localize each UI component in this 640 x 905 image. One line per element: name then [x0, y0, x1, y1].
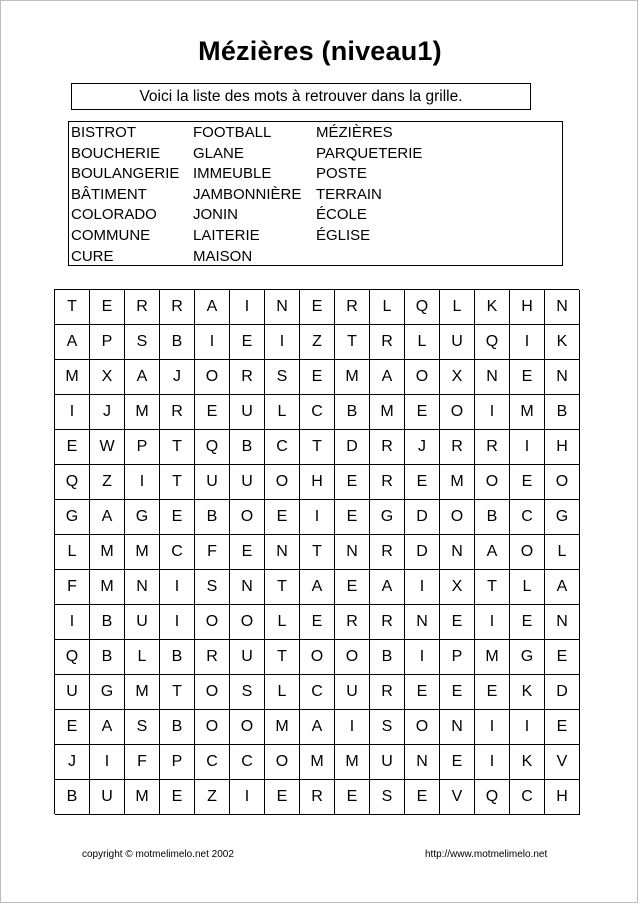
grid-cell[interactable]: N	[545, 605, 580, 640]
grid-cell[interactable]: N	[475, 360, 510, 395]
word-item: PARQUETERIE	[316, 144, 423, 162]
grid-cell[interactable]: A	[370, 360, 405, 395]
grid-cell[interactable]: T	[55, 290, 90, 325]
grid-cell[interactable]: A	[55, 325, 90, 360]
grid-cell[interactable]: M	[90, 570, 125, 605]
grid-cell[interactable]: O	[440, 500, 475, 535]
grid-cell[interactable]: I	[125, 465, 160, 500]
grid-cell[interactable]: O	[265, 465, 300, 500]
grid-cell[interactable]: E	[475, 675, 510, 710]
grid-cell[interactable]: O	[405, 710, 440, 745]
grid-cell[interactable]: C	[160, 535, 195, 570]
grid-cell[interactable]: I	[405, 570, 440, 605]
grid-cell[interactable]: K	[510, 675, 545, 710]
grid-cell[interactable]: V	[545, 745, 580, 780]
grid-cell[interactable]: W	[90, 430, 125, 465]
grid-cell[interactable]: I	[475, 710, 510, 745]
grid-cell[interactable]: N	[440, 710, 475, 745]
grid-cell[interactable]: E	[405, 780, 440, 815]
grid-cell[interactable]: U	[230, 465, 265, 500]
grid-cell[interactable]: R	[370, 605, 405, 640]
grid-cell[interactable]: N	[405, 745, 440, 780]
grid-cell[interactable]: G	[125, 500, 160, 535]
grid-cell[interactable]: I	[160, 605, 195, 640]
grid-cell[interactable]: H	[545, 780, 580, 815]
grid-cell[interactable]: X	[440, 570, 475, 605]
grid-cell[interactable]: U	[55, 675, 90, 710]
grid-cell[interactable]: N	[405, 605, 440, 640]
grid-cell[interactable]: D	[545, 675, 580, 710]
grid-cell[interactable]: L	[265, 605, 300, 640]
grid-cell[interactable]: M	[335, 360, 370, 395]
grid-cell[interactable]: B	[90, 605, 125, 640]
grid-cell[interactable]: I	[300, 500, 335, 535]
grid-cell[interactable]: S	[370, 780, 405, 815]
grid-cell[interactable]: L	[440, 290, 475, 325]
grid-cell[interactable]: J	[160, 360, 195, 395]
grid-cell[interactable]: Z	[300, 325, 335, 360]
grid-cell[interactable]: B	[545, 395, 580, 430]
grid-cell[interactable]: O	[195, 360, 230, 395]
grid-cell[interactable]: R	[370, 535, 405, 570]
grid-cell[interactable]: J	[90, 395, 125, 430]
grid-cell[interactable]: I	[195, 325, 230, 360]
grid-cell[interactable]: M	[125, 675, 160, 710]
grid-cell[interactable]: P	[440, 640, 475, 675]
grid-cell[interactable]: E	[440, 605, 475, 640]
grid-cell[interactable]: S	[195, 570, 230, 605]
word-item: COLORADO	[71, 206, 157, 224]
grid-cell[interactable]: M	[265, 710, 300, 745]
grid-cell[interactable]: A	[545, 570, 580, 605]
grid-cell[interactable]: L	[265, 675, 300, 710]
grid-cell[interactable]: E	[230, 325, 265, 360]
grid-cell[interactable]: O	[545, 465, 580, 500]
grid-cell[interactable]: E	[300, 605, 335, 640]
grid-cell[interactable]: I	[90, 745, 125, 780]
grid-cell[interactable]: B	[230, 430, 265, 465]
grid-cell[interactable]: I	[55, 395, 90, 430]
grid-cell[interactable]: B	[335, 395, 370, 430]
grid-cell[interactable]: Z	[195, 780, 230, 815]
grid-cell[interactable]: B	[90, 640, 125, 675]
grid-cell[interactable]: G	[510, 640, 545, 675]
grid-cell[interactable]: U	[90, 780, 125, 815]
grid-cell[interactable]: L	[405, 325, 440, 360]
grid-cell[interactable]: F	[125, 745, 160, 780]
grid-cell[interactable]: I	[510, 430, 545, 465]
grid-cell[interactable]: T	[265, 640, 300, 675]
grid-cell[interactable]: I	[160, 570, 195, 605]
grid-cell[interactable]: E	[230, 535, 265, 570]
site-url: http://www.motmelimelo.net	[425, 849, 548, 860]
grid-cell[interactable]: E	[510, 605, 545, 640]
copyright-text: copyright © motmelimelo.net 2002	[82, 849, 234, 860]
grid-cell[interactable]: M	[440, 465, 475, 500]
grid-cell[interactable]: U	[440, 325, 475, 360]
grid-cell[interactable]: E	[90, 290, 125, 325]
grid-cell[interactable]: T	[160, 465, 195, 500]
grid-cell[interactable]: N	[265, 535, 300, 570]
word-item: TERRAIN	[316, 185, 382, 203]
grid-cell[interactable]: G	[545, 500, 580, 535]
grid-cell[interactable]: L	[510, 570, 545, 605]
grid-cell[interactable]: S	[370, 710, 405, 745]
word-item: IMMEUBLE	[193, 165, 272, 183]
grid-cell[interactable]: B	[195, 500, 230, 535]
word-column-2	[193, 123, 301, 267]
grid-cell[interactable]: C	[195, 745, 230, 780]
grid-cell[interactable]: R	[475, 430, 510, 465]
grid-cell[interactable]: E	[265, 500, 300, 535]
grid-cell[interactable]: T	[160, 430, 195, 465]
grid-cell[interactable]: G	[90, 675, 125, 710]
grid-cell[interactable]: X	[440, 360, 475, 395]
page-title: Mézières (niveau1)	[198, 36, 442, 66]
grid-cell[interactable]: I	[475, 745, 510, 780]
grid-cell[interactable]: R	[160, 290, 195, 325]
grid-cell[interactable]: O	[405, 360, 440, 395]
grid-cell[interactable]: E	[510, 465, 545, 500]
grid-cell[interactable]: M	[125, 780, 160, 815]
grid-cell[interactable]: Q	[195, 430, 230, 465]
grid-cell[interactable]: E	[440, 745, 475, 780]
grid-cell[interactable]: E	[55, 430, 90, 465]
grid-cell[interactable]: I	[230, 780, 265, 815]
grid-cell[interactable]: N	[440, 535, 475, 570]
grid-cell[interactable]: E	[160, 780, 195, 815]
grid-cell[interactable]: B	[55, 780, 90, 815]
grid-cell[interactable]: E	[160, 500, 195, 535]
word-item: FOOTBALL	[193, 124, 272, 141]
grid-cell[interactable]: P	[160, 745, 195, 780]
grid-cell[interactable]: V	[440, 780, 475, 815]
grid-cell[interactable]: M	[370, 395, 405, 430]
grid-cell[interactable]: T	[300, 535, 335, 570]
grid-cell[interactable]: M	[475, 640, 510, 675]
grid-cell[interactable]: U	[125, 605, 160, 640]
grid-cell[interactable]: E	[405, 465, 440, 500]
grid-cell[interactable]: M	[510, 395, 545, 430]
grid-cell[interactable]: S	[230, 675, 265, 710]
grid-cell[interactable]: B	[475, 500, 510, 535]
grid-cell[interactable]: U	[195, 465, 230, 500]
word-column-3	[316, 123, 422, 247]
grid-cell[interactable]: E	[335, 465, 370, 500]
grid-cell[interactable]: R	[160, 395, 195, 430]
grid-cell[interactable]: U	[335, 675, 370, 710]
grid-cell[interactable]: H	[545, 430, 580, 465]
grid-cell[interactable]: M	[90, 535, 125, 570]
grid-cell[interactable]: G	[55, 500, 90, 535]
grid-cell[interactable]: N	[125, 570, 160, 605]
grid-cell[interactable]: L	[265, 395, 300, 430]
instruction-box: Voici la liste des mots à retrouver dans la grille.	[71, 83, 531, 110]
word-item: CURE	[71, 247, 114, 265]
word-item: GLANE	[193, 144, 244, 162]
grid-cell[interactable]: O	[265, 745, 300, 780]
grid-cell[interactable]: R	[440, 430, 475, 465]
grid-cell[interactable]: M	[125, 535, 160, 570]
grid-cell[interactable]: S	[265, 360, 300, 395]
word-item: JONIN	[193, 206, 238, 224]
word-list-box	[68, 121, 563, 266]
grid-cell[interactable]: R	[195, 640, 230, 675]
grid-cell[interactable]: B	[160, 710, 195, 745]
grid-cell[interactable]: N	[335, 535, 370, 570]
grid-cell[interactable]: Q	[475, 780, 510, 815]
letter-grid	[54, 289, 579, 814]
grid-cell[interactable]: A	[300, 570, 335, 605]
grid-cell[interactable]: T	[265, 570, 300, 605]
grid-cell[interactable]: J	[405, 430, 440, 465]
grid-cell[interactable]: T	[335, 325, 370, 360]
grid-cell[interactable]: M	[55, 360, 90, 395]
grid-cell[interactable]: L	[125, 640, 160, 675]
grid-cell[interactable]: O	[440, 395, 475, 430]
grid-cell[interactable]: E	[510, 360, 545, 395]
grid-cell[interactable]: K	[510, 745, 545, 780]
grid-cell[interactable]: M	[300, 745, 335, 780]
grid-cell[interactable]: P	[90, 325, 125, 360]
grid-cell[interactable]: O	[195, 675, 230, 710]
grid-cell[interactable]: A	[195, 290, 230, 325]
word-item: LAITERIE	[193, 226, 260, 244]
grid-cell[interactable]: D	[405, 500, 440, 535]
grid-cell[interactable]: D	[335, 430, 370, 465]
word-item: JAMBONNIÈRE	[193, 185, 302, 203]
grid-cell[interactable]: B	[370, 640, 405, 675]
grid-cell[interactable]: C	[265, 430, 300, 465]
grid-cell[interactable]: O	[230, 710, 265, 745]
grid-cell[interactable]: F	[55, 570, 90, 605]
grid-cell[interactable]: T	[300, 430, 335, 465]
grid-cell[interactable]: G	[370, 500, 405, 535]
word-item: MÉZIÈRES	[316, 124, 393, 141]
grid-cell[interactable]: A	[370, 570, 405, 605]
word-item: ÉCOLE	[316, 206, 367, 224]
grid-cell[interactable]: O	[230, 605, 265, 640]
grid-cell[interactable]: I	[55, 605, 90, 640]
grid-cell[interactable]: R	[370, 675, 405, 710]
grid-cell[interactable]: R	[370, 430, 405, 465]
grid-cell[interactable]: J	[55, 745, 90, 780]
grid-cell[interactable]: E	[440, 675, 475, 710]
grid-cell[interactable]: B	[160, 325, 195, 360]
grid-cell[interactable]: Z	[90, 465, 125, 500]
word-item: BOULANGERIE	[71, 165, 180, 183]
grid-cell[interactable]: U	[230, 395, 265, 430]
grid-cell[interactable]: N	[230, 570, 265, 605]
grid-cell[interactable]: R	[335, 605, 370, 640]
grid-cell[interactable]: O	[475, 465, 510, 500]
grid-cell[interactable]: E	[195, 395, 230, 430]
grid-cell[interactable]: E	[405, 395, 440, 430]
grid-cell[interactable]: T	[475, 570, 510, 605]
grid-cell[interactable]: O	[335, 640, 370, 675]
grid-cell[interactable]: M	[125, 395, 160, 430]
grid-cell[interactable]: C	[510, 780, 545, 815]
grid-cell[interactable]: B	[160, 640, 195, 675]
grid-cell[interactable]: N	[545, 360, 580, 395]
grid-cell[interactable]: C	[230, 745, 265, 780]
grid-cell[interactable]: I	[475, 605, 510, 640]
grid-cell[interactable]: A	[90, 710, 125, 745]
grid-cell[interactable]: I	[475, 395, 510, 430]
grid-cell[interactable]: R	[300, 780, 335, 815]
grid-cell[interactable]: Q	[55, 640, 90, 675]
grid-cell[interactable]: E	[300, 360, 335, 395]
grid-cell[interactable]: K	[545, 325, 580, 360]
grid-cell[interactable]: A	[90, 500, 125, 535]
grid-cell[interactable]: H	[300, 465, 335, 500]
word-item: POSTE	[316, 165, 367, 183]
grid-cell[interactable]: E	[335, 780, 370, 815]
grid-cell[interactable]: F	[195, 535, 230, 570]
grid-cell[interactable]: R	[125, 290, 160, 325]
grid-cell[interactable]: Q	[55, 465, 90, 500]
grid-cell[interactable]: E	[545, 710, 580, 745]
grid-cell[interactable]: Q	[405, 290, 440, 325]
grid-cell[interactable]: O	[195, 605, 230, 640]
grid-cell[interactable]: I	[510, 325, 545, 360]
grid-cell[interactable]: O	[300, 640, 335, 675]
grid-cell[interactable]: I	[230, 290, 265, 325]
grid-cell[interactable]: I	[335, 710, 370, 745]
word-item: BÂTIMENT	[71, 185, 147, 203]
word-column-1	[71, 123, 179, 267]
grid-cell[interactable]: R	[370, 465, 405, 500]
word-item: BISTROT	[71, 124, 137, 141]
grid-cell[interactable]: L	[55, 535, 90, 570]
grid-cell[interactable]: L	[370, 290, 405, 325]
grid-cell[interactable]: E	[335, 500, 370, 535]
grid-cell[interactable]: C	[300, 675, 335, 710]
grid-cell[interactable]: U	[230, 640, 265, 675]
grid-cell[interactable]: N	[545, 290, 580, 325]
grid-cell[interactable]: I	[510, 710, 545, 745]
grid-cell[interactable]: X	[90, 360, 125, 395]
grid-cell[interactable]: H	[510, 290, 545, 325]
grid-cell[interactable]: U	[370, 745, 405, 780]
grid-cell[interactable]: A	[300, 710, 335, 745]
grid-cell[interactable]: E	[405, 675, 440, 710]
grid-cell[interactable]: E	[55, 710, 90, 745]
grid-cell[interactable]: O	[195, 710, 230, 745]
word-item: ÉGLISE	[316, 226, 371, 244]
grid-cell[interactable]: A	[125, 360, 160, 395]
grid-cell[interactable]: S	[125, 325, 160, 360]
grid-cell[interactable]: I	[265, 325, 300, 360]
grid-cell[interactable]: E	[265, 780, 300, 815]
grid-cell[interactable]: E	[545, 640, 580, 675]
grid-cell[interactable]: Q	[475, 325, 510, 360]
grid-cell[interactable]: R	[335, 290, 370, 325]
grid-cell[interactable]: E	[335, 570, 370, 605]
grid-cell[interactable]: M	[335, 745, 370, 780]
grid-cell[interactable]: E	[300, 290, 335, 325]
word-item: MAISON	[193, 247, 253, 265]
grid-cell[interactable]: N	[265, 290, 300, 325]
grid-cell[interactable]: P	[125, 430, 160, 465]
grid-cell[interactable]: O	[230, 500, 265, 535]
grid-cell[interactable]: T	[160, 675, 195, 710]
word-item: COMMUNE	[71, 226, 151, 244]
grid-cell[interactable]: C	[300, 395, 335, 430]
word-item: BOUCHERIE	[71, 144, 161, 162]
grid-cell[interactable]: R	[230, 360, 265, 395]
grid-cell[interactable]: K	[475, 290, 510, 325]
grid-cell[interactable]: C	[510, 500, 545, 535]
grid-cell[interactable]: R	[370, 325, 405, 360]
grid-cell[interactable]: S	[125, 710, 160, 745]
grid-cell[interactable]: A	[475, 535, 510, 570]
grid-cell[interactable]: D	[405, 535, 440, 570]
grid-cell[interactable]: L	[545, 535, 580, 570]
grid-cell[interactable]: I	[405, 640, 440, 675]
grid-cell[interactable]: O	[510, 535, 545, 570]
